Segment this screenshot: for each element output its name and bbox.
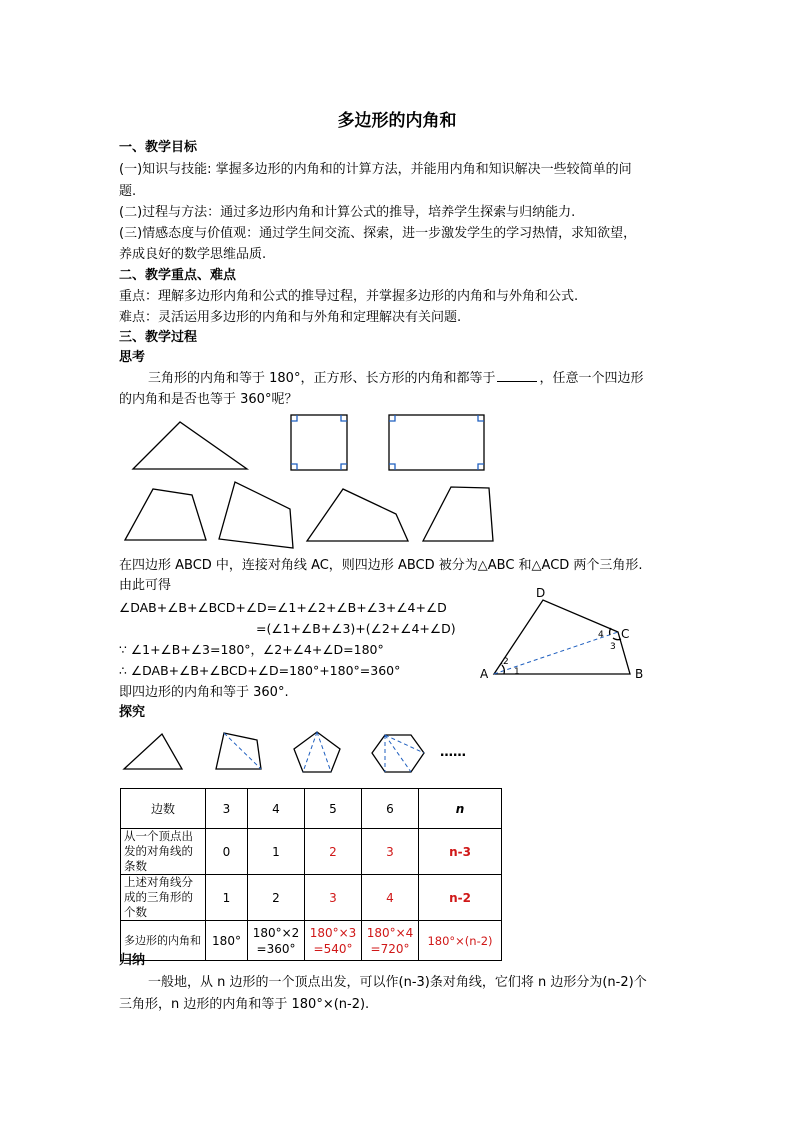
label-angle-4: 4 (598, 630, 604, 640)
summary-label: 归纳 (119, 953, 146, 968)
table-cell: 3 (362, 829, 419, 875)
quadrilateral-abcd-figure (480, 585, 650, 685)
section-2-heading: 二、教学重点、难点 (119, 268, 237, 283)
label-c: C (621, 627, 630, 641)
table-cell: 1 (206, 875, 248, 921)
explore-ellipsis: …… (440, 745, 466, 760)
think-text-1b: ，任意一个四边形 (539, 371, 644, 386)
table-cell: 180°×3 =540° (305, 921, 362, 961)
section-3-heading: 三、教学过程 (119, 330, 198, 345)
table-cell: 3 (305, 875, 362, 921)
quad-division-text: 在四边形 ABCD 中，连接对角线 AC，则四边形 ABCD 被分为△ABC 和△ACD 两个三角形. (119, 558, 643, 573)
table-row (121, 829, 502, 875)
row-label: 多边形的内角和 (121, 921, 206, 961)
label-angle-3: 3 (610, 642, 616, 652)
objective-2: (二)过程与方法：通过多边形内角和计算公式的推导，培养学生探索与归纳能力. (119, 205, 576, 220)
table-cell: 180°×2 =360° (248, 921, 305, 961)
difficult-point: 难点：灵活运用多边形的内角和与外角和定理解决有关问题. (119, 310, 462, 325)
angle-4-arc (610, 628, 611, 635)
row-label: 上述对角线分成的三角形的个数 (121, 875, 206, 921)
quadrilateral-2 (219, 482, 293, 548)
objective-1b: 题. (119, 184, 137, 199)
table-cell: 2 (248, 875, 305, 921)
label-b: B (635, 667, 644, 681)
table-cell: 6 (362, 789, 419, 829)
table-cell: 1 (248, 829, 305, 875)
row-label: 边数 (121, 789, 206, 829)
equation-1: ∠DAB+∠B+∠BCD+∠D=∠1+∠2+∠B+∠3+∠4+∠D (119, 600, 447, 615)
quadrilateral-1 (125, 489, 206, 540)
quad-abcd-outline (494, 600, 630, 674)
rectangle-figure (389, 415, 484, 470)
conclusion-text: 即四边形的内角和等于 360°. (119, 685, 289, 700)
equation-2: =(∠1+∠B+∠3)+(∠2+∠4+∠D) (256, 621, 456, 636)
table-cell: n-3 (419, 829, 502, 875)
section-1-heading: 一、教学目标 (119, 140, 198, 155)
label-d: D (536, 586, 546, 600)
objective-3b: 养成良好的数学思维品质. (119, 247, 267, 262)
quadrilateral-4 (423, 487, 493, 541)
label-angle-1: 1 (514, 667, 520, 677)
table-row (121, 875, 502, 921)
table-cell: 5 (305, 789, 362, 829)
objective-1a: (一)知识与技能: 掌握多边形的内角和的计算方法，并能用内角和知识解决一些较简单的问 (119, 162, 632, 177)
table-cell: 3 (206, 789, 248, 829)
table-cell: 2 (305, 829, 362, 875)
label-a: A (480, 667, 489, 681)
square-figure (291, 415, 347, 470)
explore-polygons (0, 720, 794, 780)
quadrilateral-3 (307, 489, 408, 541)
equation-4: ∴ ∠DAB+∠B+∠BCD+∠D=180°+180°=360° (119, 663, 401, 678)
key-point: 重点：理解多边形内角和公式的推导过程，并掌握多边形的内角和与外角和公式. (119, 289, 579, 304)
table-cell: 0 (206, 829, 248, 875)
think-label: 思考 (119, 350, 146, 365)
explore-pentagon (294, 732, 340, 772)
table-cell: n-2 (419, 875, 502, 921)
think-text-2: 的内角和是否也等于 360°呢？ (119, 392, 298, 407)
explore-label: 探究 (119, 705, 146, 720)
triangle-figure (133, 422, 247, 469)
shape-figures (0, 0, 794, 560)
row-label: 从一个顶点出发的对角线的条数 (121, 829, 206, 875)
table-cell: n (419, 789, 502, 829)
derive-label: 由此可得 (119, 578, 172, 593)
explore-hexagon (372, 735, 424, 772)
objective-3a: (三)情感态度与价值观：通过学生间交流、探索，进一步激发学生的学习热情，求知欲望， (119, 226, 637, 241)
table-cell: 180°×4 =720° (362, 921, 419, 961)
label-angle-2: 2 (503, 657, 509, 667)
table-cell: 180° (206, 921, 248, 961)
polygon-angle-table (120, 788, 502, 961)
table-cell: 4 (362, 875, 419, 921)
angle-2-arc (500, 663, 502, 665)
think-text-1a: 三角形的内角和等于 180°，正方形、长方形的内角和都等于 (148, 371, 496, 386)
summary-text-1: 一般地，从 n 边形的一个顶点出发，可以作(n-3)条对角线，它们将 n 边形分为(n-2)个 (148, 975, 647, 990)
table-cell: 4 (248, 789, 305, 829)
equation-3: ∵ ∠1+∠B+∠3=180°，∠2+∠4+∠D=180° (119, 642, 384, 657)
table-cell: 180°×(n-2) (419, 921, 502, 961)
explore-triangle (124, 734, 182, 769)
page-title: 多边形的内角和 (337, 111, 457, 131)
table-row (121, 789, 502, 829)
summary-text-2: 三角形，n 边形的内角和等于 180°×(n-2). (119, 997, 370, 1012)
explore-quadrilateral (216, 733, 261, 769)
